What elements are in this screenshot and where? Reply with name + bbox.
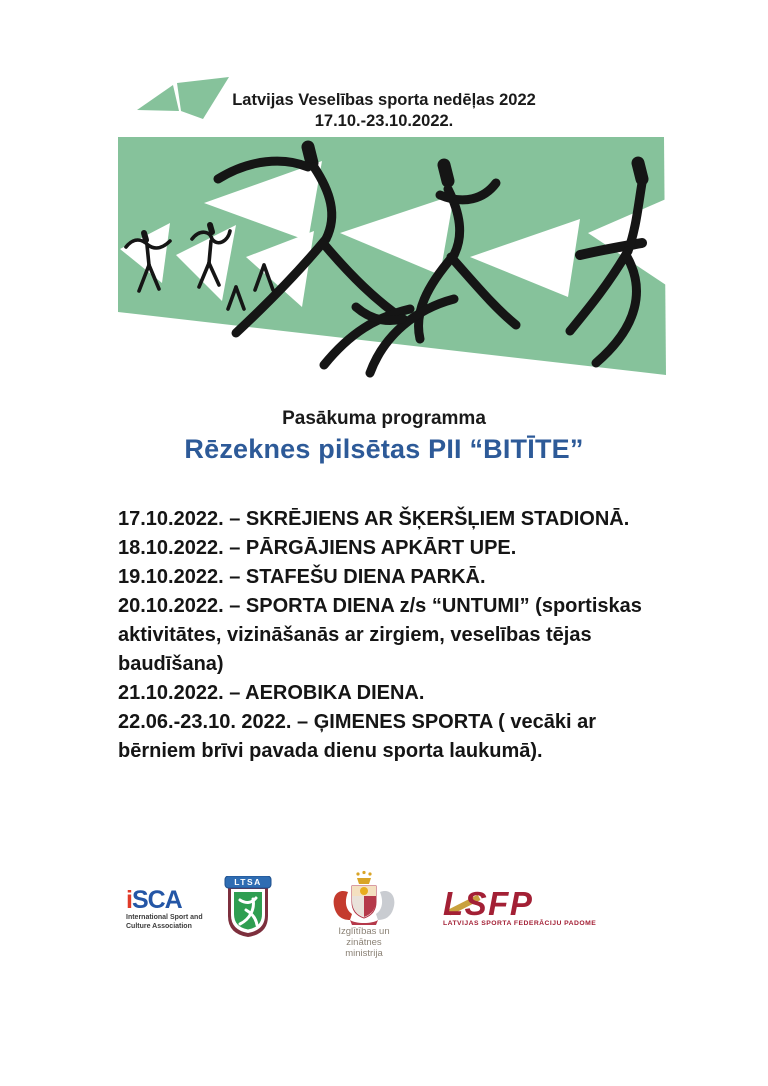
header-title-line1: Latvijas Veselības sporta nedēļas 2022	[232, 91, 536, 109]
izm-text-line1: Izglītības un zinātnes	[338, 926, 390, 948]
header-text	[0, 90, 768, 132]
page-title: Rēzeknes pilsētas PII “BITĪTE”	[184, 434, 584, 464]
isca-subtext-line2: Culture Association	[126, 922, 192, 930]
lsfp-logo	[443, 885, 597, 927]
izm-text-line2: ministrija	[345, 948, 383, 959]
runners-banner-artwork	[118, 137, 666, 382]
event-item: 22.06.-23.10. 2022. – ĢIMENES SPORTA ( vecāki ar bērniem brīvi pavada dienu sporta laukumā).	[118, 711, 597, 762]
lsfp-tagline: LATVIJAS SPORTA FEDERĀCIJU PADOME	[443, 920, 597, 927]
event-item: 20.10.2022. – SPORTA DIENA z/s “UNTUMI” (sportiskas aktivitātes, vizināšanās ar zirgiem, veselības tējas baudīšana)	[118, 595, 642, 675]
isca-letters-sca: SCA	[131, 886, 182, 914]
header-title-line2: 17.10.-23.10.2022.	[314, 112, 454, 130]
isca-logo	[126, 888, 212, 931]
isca-letter-i: i	[126, 886, 132, 914]
lsfp-wordmark: LSFP	[443, 885, 534, 922]
event-item: 21.10.2022. – AEROBIKA DIENA.	[118, 682, 425, 704]
event-item: 17.10.2022. – SKRĒJIENS AR ŠĶERŠĻIEM STADIONĀ.	[118, 508, 630, 530]
isca-wordmark	[126, 888, 212, 912]
izm-logo	[322, 870, 406, 959]
isca-subtext	[126, 914, 212, 931]
ltsa-emblem-logo	[221, 876, 275, 942]
latvia-coat-of-arms-icon	[324, 870, 404, 925]
event-list	[118, 505, 670, 766]
ltsa-band-text: LTSA	[234, 877, 262, 887]
isca-subtext-line1: International Sport and	[126, 914, 203, 921]
event-item: 18.10.2022. – PĀRGĀJIENS APKĀRT UPE.	[118, 537, 517, 559]
program-subtitle: Pasākuma programma	[282, 408, 486, 429]
event-item: 19.10.2022. – STAFEŠU DIENA PARKĀ.	[118, 566, 486, 588]
izm-text	[322, 926, 406, 959]
